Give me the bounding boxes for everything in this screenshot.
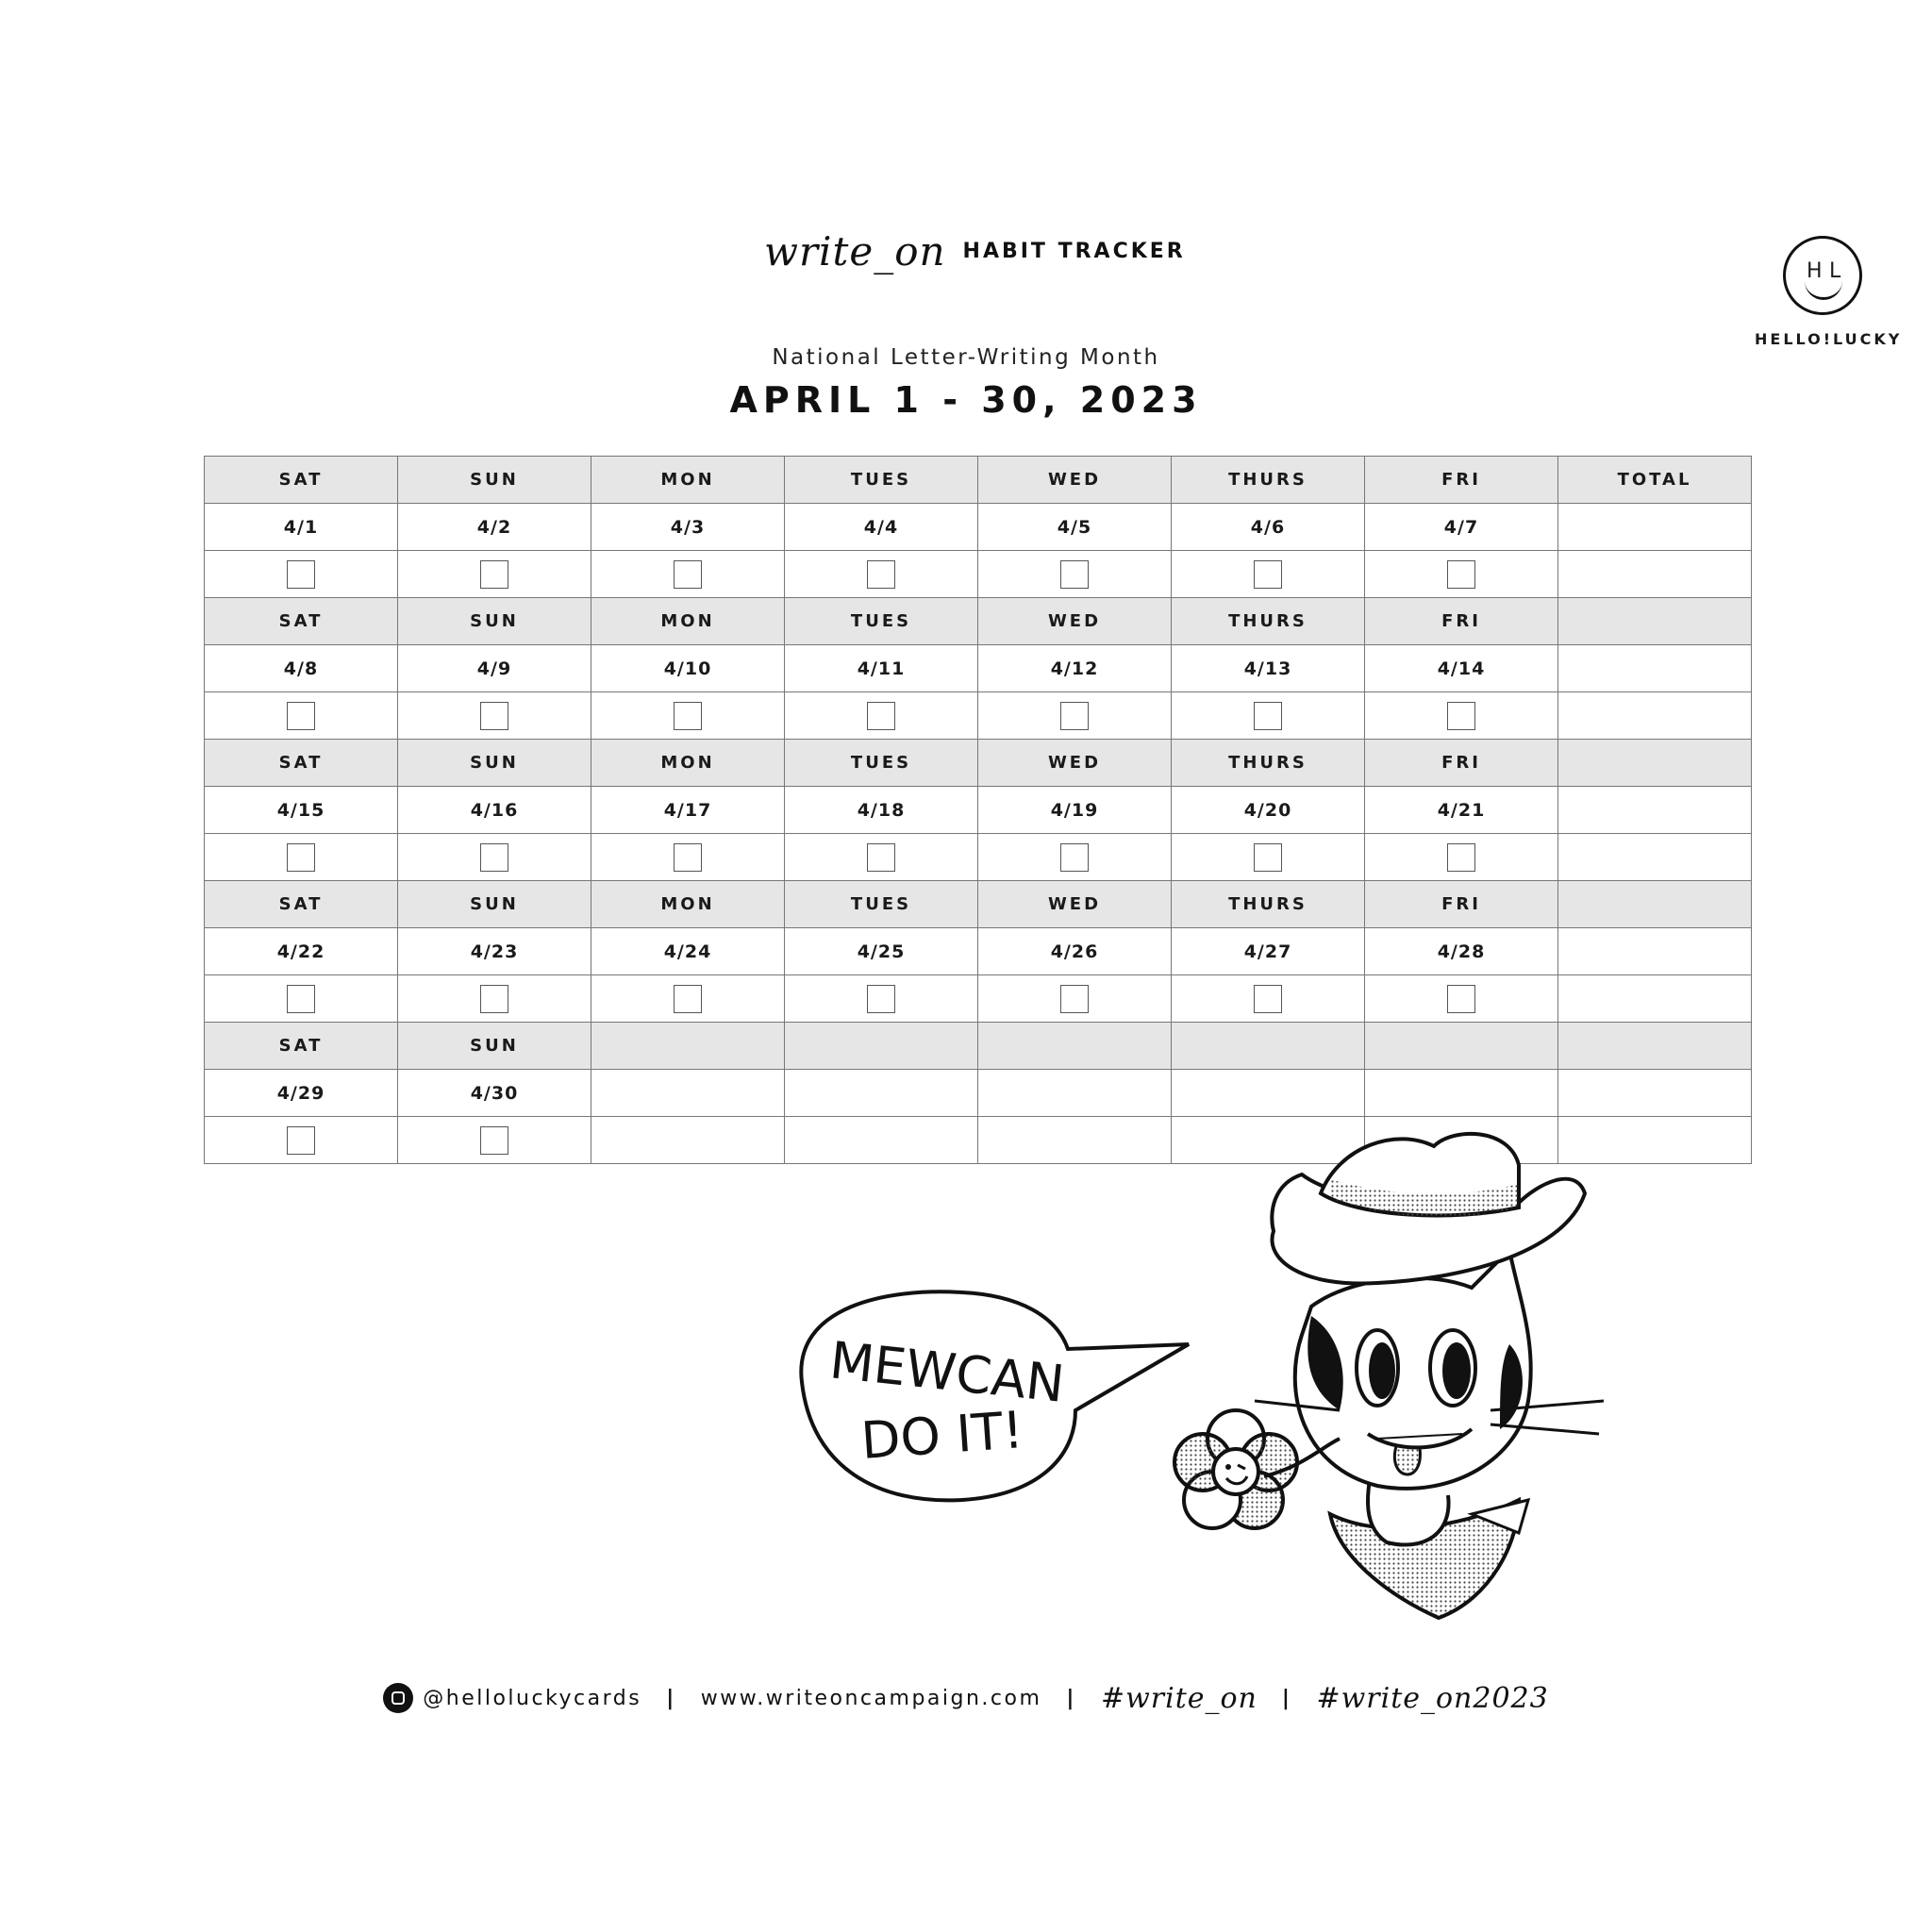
date-label: 4/24 xyxy=(663,941,712,962)
date-label: 4/2 xyxy=(476,516,512,538)
date-cell xyxy=(1365,787,1558,834)
date-cell xyxy=(785,504,978,551)
date-cell xyxy=(1365,504,1558,551)
habit-checkbox[interactable] xyxy=(480,843,508,872)
website-link[interactable]: www.writeoncampaign.com xyxy=(700,1686,1042,1710)
logo-text: HELLO!LUCKY xyxy=(1755,330,1903,348)
cowboy-cat-illustration xyxy=(774,1127,1660,1656)
day-cell xyxy=(591,881,785,928)
total-cell[interactable] xyxy=(1558,551,1752,598)
date-label: 4/13 xyxy=(1243,658,1292,679)
total-cell xyxy=(1558,598,1752,645)
day-label: FRI xyxy=(1441,470,1481,490)
day-cell xyxy=(1172,1023,1365,1070)
day-cell xyxy=(398,457,591,504)
day-cell xyxy=(398,598,591,645)
day-label: SAT xyxy=(278,753,324,773)
date-cell xyxy=(978,928,1172,975)
hashtag-write-on-2023: #write_on2023 xyxy=(1316,1681,1549,1715)
checkbox-cell xyxy=(1365,834,1558,881)
habit-checkbox[interactable] xyxy=(1060,560,1089,589)
date-row xyxy=(205,1070,1752,1117)
cowboy-hat xyxy=(1272,1134,1585,1284)
checkbox-cell xyxy=(591,551,785,598)
date-label: 4/7 xyxy=(1443,516,1479,538)
logo-letter-h: H xyxy=(1807,259,1823,283)
habit-checkbox[interactable] xyxy=(867,843,895,872)
tracker-title xyxy=(764,225,1208,277)
day-cell xyxy=(978,1023,1172,1070)
cat-head xyxy=(1255,1250,1604,1489)
day-cell xyxy=(978,740,1172,787)
total-cell[interactable] xyxy=(1558,928,1752,975)
habit-checkbox[interactable] xyxy=(480,1126,508,1155)
habit-tracker-label: HABIT TRACKER xyxy=(962,239,1186,263)
day-label: THURS xyxy=(1228,611,1307,631)
day-header-row xyxy=(205,740,1752,787)
habit-checkbox[interactable] xyxy=(287,702,315,730)
day-label: THURS xyxy=(1228,894,1307,914)
habit-checkbox[interactable] xyxy=(1447,702,1475,730)
day-cell xyxy=(785,457,978,504)
date-row xyxy=(205,645,1752,692)
day-cell xyxy=(205,881,398,928)
date-cell xyxy=(1365,928,1558,975)
day-cell xyxy=(785,740,978,787)
checkbox-cell xyxy=(591,834,785,881)
habit-checkbox[interactable] xyxy=(674,985,702,1013)
day-cell xyxy=(1172,740,1365,787)
date-cell xyxy=(978,504,1172,551)
logo-letter-l: L xyxy=(1829,259,1841,283)
day-label: WED xyxy=(1047,470,1102,490)
separator: | xyxy=(1066,1686,1076,1710)
habit-checkbox[interactable] xyxy=(674,843,702,872)
separator: | xyxy=(666,1686,676,1710)
subtitle: National Letter-Writing Month xyxy=(772,345,1160,370)
date-cell xyxy=(398,504,591,551)
day-label: FRI xyxy=(1441,753,1481,773)
habit-checkbox[interactable] xyxy=(674,560,702,589)
date-cell xyxy=(1172,1070,1365,1117)
day-cell xyxy=(205,740,398,787)
date-label: 4/18 xyxy=(857,799,906,821)
habit-checkbox[interactable] xyxy=(1447,560,1475,589)
date-label: 4/1 xyxy=(283,516,319,538)
day-label: WED xyxy=(1047,611,1102,631)
day-label: WED xyxy=(1047,894,1102,914)
day-cell xyxy=(1365,881,1558,928)
date-label: 4/20 xyxy=(1243,799,1292,821)
date-row xyxy=(205,504,1752,551)
date-label: 4/30 xyxy=(470,1082,519,1104)
day-header-row xyxy=(205,1023,1752,1070)
checkbox-cell xyxy=(205,1117,398,1164)
day-label: FRI xyxy=(1441,894,1481,914)
date-label: 4/26 xyxy=(1050,941,1099,962)
day-label: THURS xyxy=(1228,470,1307,490)
habit-checkbox[interactable] xyxy=(1254,843,1282,872)
total-cell xyxy=(1558,881,1752,928)
day-label: MON xyxy=(660,753,715,773)
date-cell xyxy=(398,787,591,834)
speech-line-1: MEWCAN xyxy=(826,1330,1068,1414)
day-label: SAT xyxy=(278,1036,324,1056)
date-label: 4/21 xyxy=(1437,799,1486,821)
day-cell xyxy=(785,1023,978,1070)
date-cell xyxy=(1365,645,1558,692)
day-label: SUN xyxy=(470,611,519,631)
checkbox-cell xyxy=(1365,975,1558,1023)
day-cell xyxy=(205,1023,398,1070)
checkbox-cell xyxy=(1172,975,1365,1023)
date-label: 4/15 xyxy=(276,799,325,821)
day-cell xyxy=(591,740,785,787)
date-cell xyxy=(1365,1070,1558,1117)
day-cell xyxy=(591,1023,785,1070)
day-label: SAT xyxy=(278,470,324,490)
day-cell xyxy=(1172,881,1365,928)
checkbox-cell xyxy=(978,975,1172,1023)
day-cell xyxy=(978,457,1172,504)
checkbox-cell xyxy=(205,692,398,740)
checkbox-cell xyxy=(785,834,978,881)
date-cell xyxy=(591,645,785,692)
day-label: MON xyxy=(660,611,715,631)
total-cell xyxy=(1558,740,1752,787)
speech-line-2: DO IT! xyxy=(858,1400,1025,1471)
date-label: 4/12 xyxy=(1050,658,1099,679)
total-cell xyxy=(1558,1023,1752,1070)
checkbox-cell xyxy=(398,834,591,881)
checkbox-cell xyxy=(785,975,978,1023)
day-cell xyxy=(398,740,591,787)
day-label: SAT xyxy=(278,894,324,914)
total-cell[interactable] xyxy=(1558,504,1752,551)
checkbox-cell xyxy=(591,975,785,1023)
day-cell xyxy=(1365,457,1558,504)
date-cell xyxy=(1172,928,1365,975)
day-cell xyxy=(591,598,785,645)
date-cell xyxy=(205,504,398,551)
day-cell xyxy=(205,457,398,504)
day-label: THURS xyxy=(1228,753,1307,773)
checkbox-row xyxy=(205,834,1752,881)
habit-checkbox[interactable] xyxy=(867,560,895,589)
date-label: 4/22 xyxy=(276,941,325,962)
instagram-handle[interactable]: @helloluckycards xyxy=(423,1686,642,1710)
day-cell xyxy=(785,881,978,928)
instagram-handle-group[interactable] xyxy=(383,1683,641,1713)
habit-checkbox[interactable] xyxy=(867,985,895,1013)
day-label: TUES xyxy=(850,753,912,773)
day-cell xyxy=(1365,1023,1558,1070)
date-label: 4/17 xyxy=(663,799,712,821)
day-label: MON xyxy=(660,470,715,490)
day-header-row xyxy=(205,457,1752,504)
day-label: WED xyxy=(1047,753,1102,773)
habit-checkbox[interactable] xyxy=(287,843,315,872)
habit-checkbox[interactable] xyxy=(1447,843,1475,872)
habit-checkbox[interactable] xyxy=(1254,985,1282,1013)
day-label: TUES xyxy=(850,894,912,914)
habit-checkbox[interactable] xyxy=(1060,843,1089,872)
checkbox-cell xyxy=(978,834,1172,881)
date-label: 4/16 xyxy=(470,799,519,821)
smiley-face-icon xyxy=(1783,236,1862,315)
date-cell xyxy=(1172,504,1365,551)
day-cell xyxy=(978,881,1172,928)
day-cell xyxy=(205,598,398,645)
total-cell[interactable] xyxy=(1558,787,1752,834)
date-cell xyxy=(205,645,398,692)
day-cell xyxy=(1172,457,1365,504)
date-cell xyxy=(205,1070,398,1117)
checkbox-cell xyxy=(978,692,1172,740)
date-cell xyxy=(785,928,978,975)
checkbox-cell xyxy=(398,551,591,598)
date-label: 4/25 xyxy=(857,941,906,962)
habit-checkbox[interactable] xyxy=(287,560,315,589)
habit-checkbox[interactable] xyxy=(1060,985,1089,1013)
day-label: SUN xyxy=(470,1036,519,1056)
day-label: SAT xyxy=(278,611,324,631)
date-label: 4/11 xyxy=(857,658,906,679)
checkbox-cell xyxy=(1172,834,1365,881)
day-cell xyxy=(978,598,1172,645)
checkbox-cell xyxy=(398,692,591,740)
total-label: TOTAL xyxy=(1617,470,1692,490)
date-label: 4/5 xyxy=(1057,516,1092,538)
habit-checkbox[interactable] xyxy=(1447,985,1475,1013)
habit-tracker-table xyxy=(204,456,1752,1164)
date-row xyxy=(205,787,1752,834)
total-header-cell xyxy=(1558,457,1752,504)
date-cell xyxy=(978,787,1172,834)
date-cell xyxy=(591,1070,785,1117)
day-label: MON xyxy=(660,894,715,914)
date-label: 4/29 xyxy=(276,1082,325,1104)
total-cell[interactable] xyxy=(1558,692,1752,740)
day-cell xyxy=(398,881,591,928)
hashtag-write-on: #write_on xyxy=(1100,1681,1257,1715)
checkbox-cell xyxy=(1172,692,1365,740)
checkbox-cell xyxy=(398,975,591,1023)
day-cell xyxy=(591,457,785,504)
date-row xyxy=(205,928,1752,975)
date-cell xyxy=(785,645,978,692)
date-label: 4/8 xyxy=(283,658,319,679)
day-header-row xyxy=(205,881,1752,928)
date-cell xyxy=(785,1070,978,1117)
habit-checkbox[interactable] xyxy=(1060,702,1089,730)
day-label: TUES xyxy=(850,470,912,490)
checkbox-cell xyxy=(205,551,398,598)
date-cell xyxy=(398,1070,591,1117)
date-cell xyxy=(591,787,785,834)
total-cell[interactable] xyxy=(1558,975,1752,1023)
day-header-row xyxy=(205,598,1752,645)
checkbox-row xyxy=(205,551,1752,598)
date-label: 4/19 xyxy=(1050,799,1099,821)
day-cell xyxy=(1365,598,1558,645)
habit-checkbox[interactable] xyxy=(480,985,508,1013)
date-label: 4/6 xyxy=(1250,516,1286,538)
date-cell xyxy=(785,787,978,834)
date-cell xyxy=(205,787,398,834)
speech-bubble xyxy=(801,1291,1189,1500)
date-cell xyxy=(978,1070,1172,1117)
checkbox-row xyxy=(205,975,1752,1023)
habit-checkbox[interactable] xyxy=(674,702,702,730)
date-label: 4/28 xyxy=(1437,941,1486,962)
footer xyxy=(0,1674,1932,1722)
day-cell xyxy=(1365,740,1558,787)
date-cell xyxy=(205,928,398,975)
write-on-wordmark: write_on xyxy=(764,227,946,275)
total-cell[interactable] xyxy=(1558,834,1752,881)
habit-checkbox[interactable] xyxy=(867,702,895,730)
checkbox-cell xyxy=(1365,692,1558,740)
date-cell xyxy=(591,928,785,975)
habit-checkbox[interactable] xyxy=(1254,702,1282,730)
checkbox-cell xyxy=(785,551,978,598)
habit-checkbox[interactable] xyxy=(1254,560,1282,589)
day-cell xyxy=(398,1023,591,1070)
date-label: 4/9 xyxy=(476,658,512,679)
logo-smile xyxy=(1805,278,1842,300)
checkbox-cell xyxy=(591,1117,785,1164)
date-label: 4/27 xyxy=(1243,941,1292,962)
checkbox-cell xyxy=(398,1117,591,1164)
day-label: SUN xyxy=(470,753,519,773)
day-cell xyxy=(785,598,978,645)
habit-checkbox[interactable] xyxy=(287,1126,315,1155)
checkbox-cell xyxy=(205,975,398,1023)
date-label: 4/14 xyxy=(1437,658,1486,679)
date-cell xyxy=(978,645,1172,692)
checkbox-cell xyxy=(591,692,785,740)
date-cell xyxy=(1172,645,1365,692)
checkbox-row xyxy=(205,692,1752,740)
total-cell[interactable] xyxy=(1558,1070,1752,1117)
checkbox-cell xyxy=(1365,551,1558,598)
habit-checkbox[interactable] xyxy=(287,985,315,1013)
day-label: SUN xyxy=(470,894,519,914)
habit-checkbox[interactable] xyxy=(480,702,508,730)
instagram-icon xyxy=(383,1683,413,1713)
date-cell xyxy=(398,928,591,975)
date-label: 4/4 xyxy=(863,516,899,538)
separator: | xyxy=(1281,1686,1292,1710)
checkbox-cell xyxy=(785,692,978,740)
day-label: TUES xyxy=(850,611,912,631)
checkbox-cell xyxy=(978,551,1172,598)
total-cell[interactable] xyxy=(1558,645,1752,692)
habit-checkbox[interactable] xyxy=(480,560,508,589)
checkbox-cell xyxy=(205,834,398,881)
checkbox-cell xyxy=(1172,551,1365,598)
day-label: FRI xyxy=(1441,611,1481,631)
date-range: APRIL 1 - 30, 2023 xyxy=(729,379,1203,421)
hello-lucky-logo xyxy=(1755,236,1906,354)
date-label: 4/3 xyxy=(670,516,706,538)
date-cell xyxy=(398,645,591,692)
day-cell xyxy=(1172,598,1365,645)
date-label: 4/23 xyxy=(470,941,519,962)
day-label: SUN xyxy=(470,470,519,490)
date-label: 4/10 xyxy=(663,658,712,679)
date-cell xyxy=(591,504,785,551)
date-cell xyxy=(1172,787,1365,834)
